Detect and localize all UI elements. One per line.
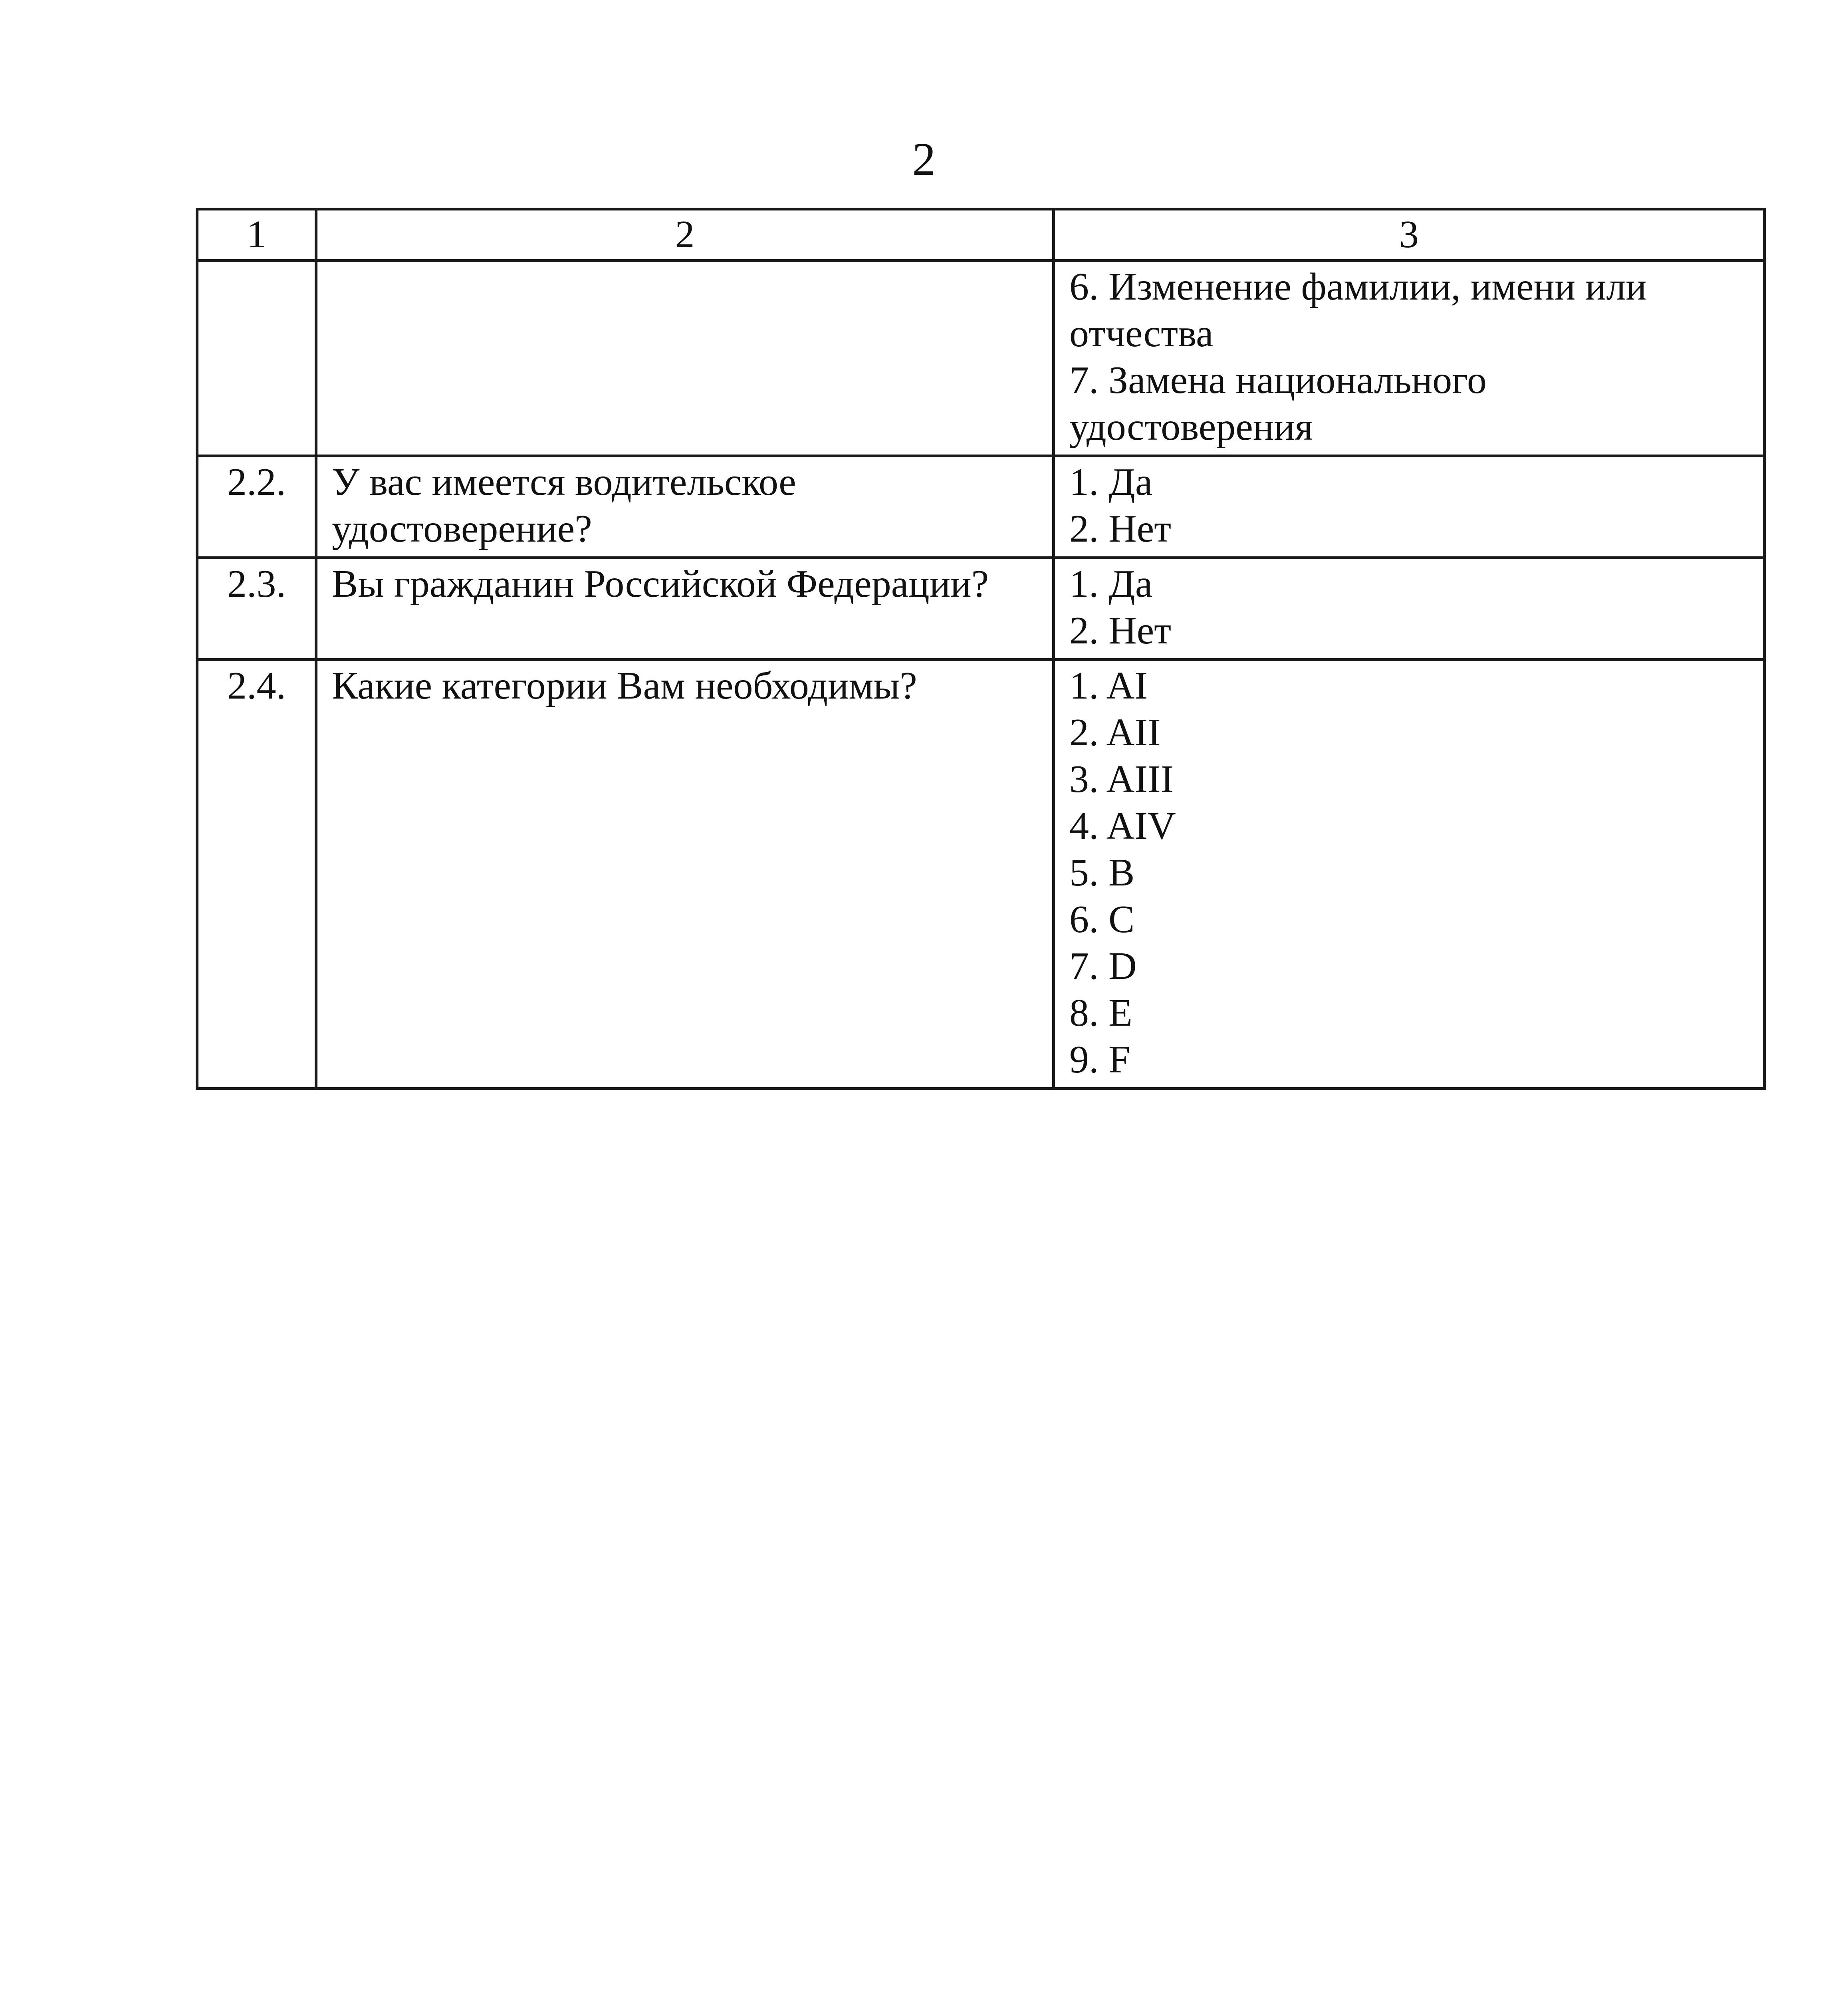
question-line: удостоверение? — [332, 507, 592, 550]
answer-option: 6. C — [1069, 898, 1135, 941]
answer-option: 8. E — [1069, 991, 1132, 1034]
answers-cell — [1054, 261, 1765, 456]
answer-option: 1. Да — [1069, 461, 1153, 504]
answers-cell — [1054, 456, 1765, 558]
answers-cell — [1054, 558, 1765, 660]
row-number: 2.4. — [197, 660, 316, 1089]
survey-table — [196, 208, 1766, 1090]
answer-option: 6. Изменение фамилии, имени или — [1069, 265, 1647, 308]
column-header-1: 1 — [197, 209, 316, 261]
question-cell — [316, 261, 1054, 456]
row-number: 2.2. — [197, 456, 316, 558]
question-cell — [316, 456, 1054, 558]
answer-option: 2. Нет — [1069, 507, 1172, 550]
column-header-2: 2 — [316, 209, 1054, 261]
answer-option: 2. AII — [1069, 711, 1161, 754]
answer-option: 1. Да — [1069, 562, 1153, 605]
answer-option: удостоверения — [1069, 405, 1313, 449]
answer-option: 2. Нет — [1069, 609, 1172, 652]
answer-option: 4. AIV — [1069, 804, 1176, 848]
table-row — [197, 261, 1765, 456]
answer-option: 5. B — [1069, 851, 1135, 894]
answer-option: 7. Замена национального — [1069, 359, 1487, 402]
table-row — [197, 558, 1765, 660]
answer-option: 9. F — [1069, 1038, 1130, 1081]
answer-option: 3. AIII — [1069, 758, 1174, 801]
question-line: Какие категории Вам необходимы? — [332, 664, 917, 707]
answer-option: 7. D — [1069, 945, 1137, 988]
table-row — [197, 456, 1765, 558]
answer-option: отчества — [1069, 312, 1213, 355]
column-header-3: 3 — [1054, 209, 1765, 261]
row-number: 2.3. — [197, 558, 316, 660]
answers-cell — [1054, 660, 1765, 1089]
table-header-row — [197, 209, 1765, 261]
question-line: У вас имеется водительское — [332, 461, 796, 504]
table-row — [197, 660, 1765, 1089]
answer-option: 1. AI — [1069, 664, 1148, 707]
page-number: 2 — [912, 133, 936, 185]
question-line: Вы гражданин Российской Федерации? — [332, 562, 989, 605]
question-cell — [316, 660, 1054, 1089]
row-number — [197, 261, 316, 456]
question-cell — [316, 558, 1054, 660]
